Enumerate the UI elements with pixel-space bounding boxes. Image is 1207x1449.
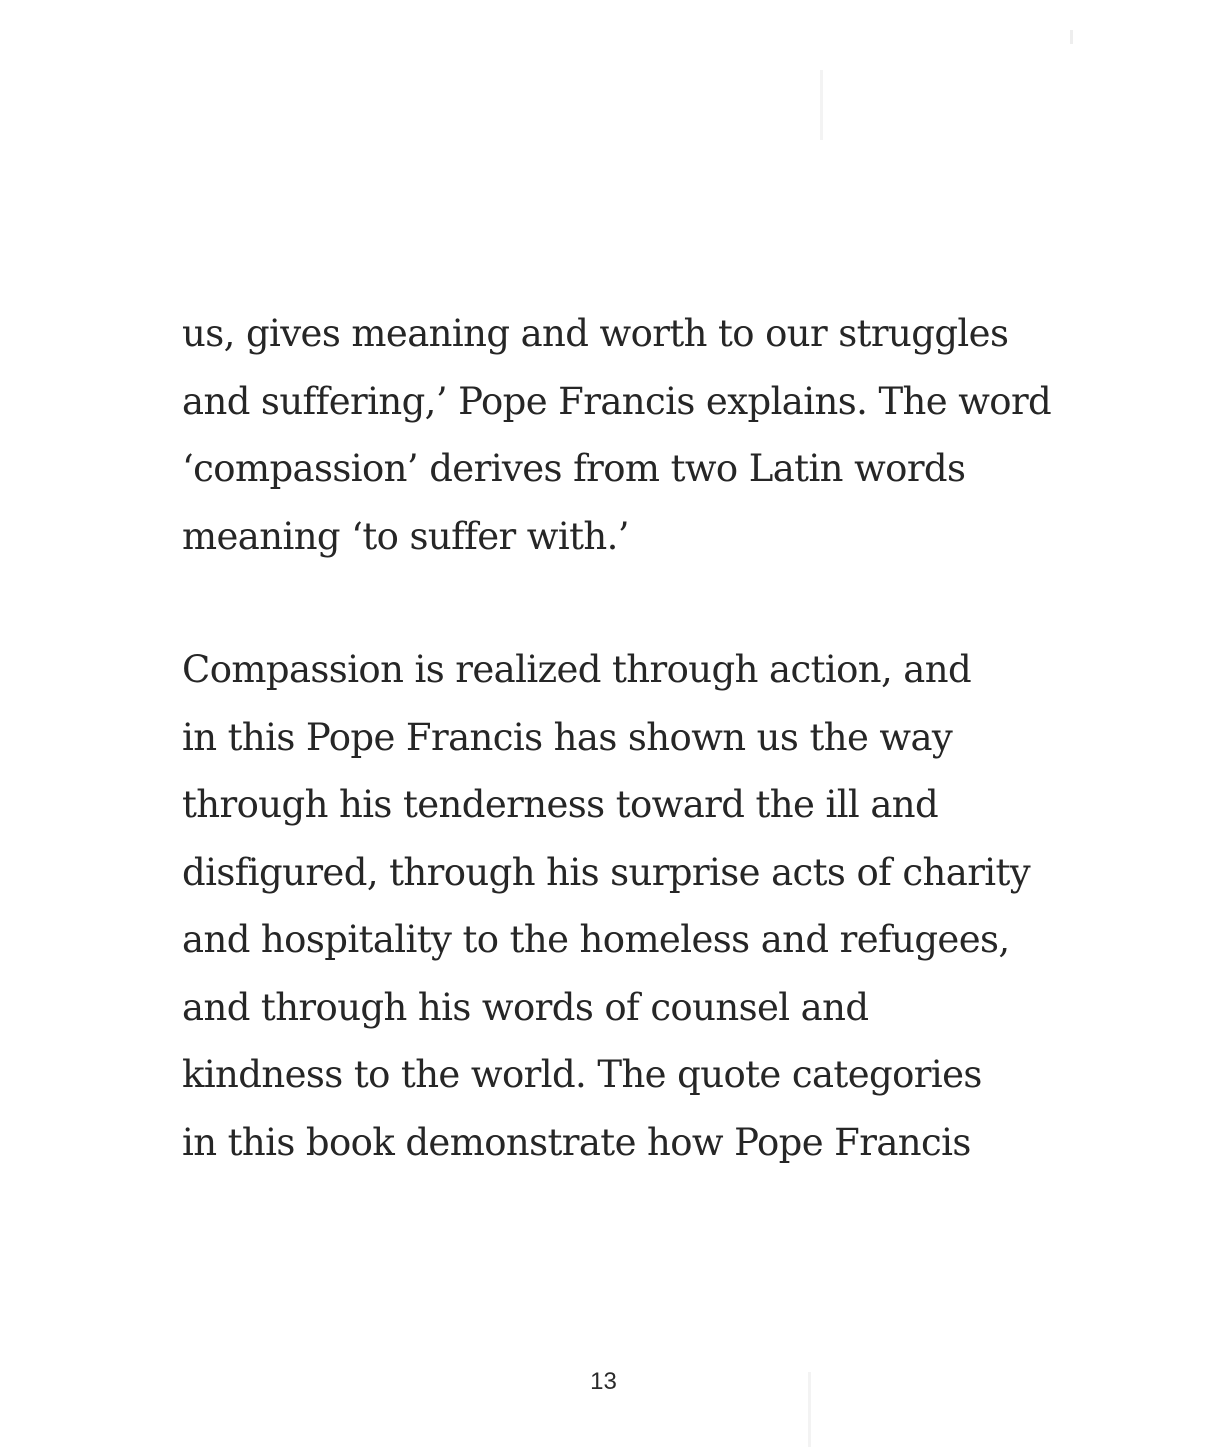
text-line: and suffering,’ Pope Francis explains. The word (182, 379, 1052, 423)
page-number: 13 (590, 1368, 617, 1395)
paragraph-1 (182, 300, 1062, 570)
text-line: ‘compassion’ derives from two Latin words (182, 447, 966, 490)
text-line: Compassion is realized through action, and (182, 648, 972, 691)
text-line: meaning ‘to suffer with.’ (182, 514, 629, 558)
text-line: through his tenderness toward the ill and (182, 783, 939, 826)
text-line: and hospitality to the homeless and refugees, (182, 918, 1010, 961)
text-line: and through his words of counsel and (182, 985, 869, 1029)
text-line: in this Pope Francis has shown us the way (182, 715, 953, 759)
text-line: in this book demonstrate how Pope Francis (182, 1120, 971, 1164)
scan-artifact (820, 70, 823, 140)
scan-artifact (1070, 30, 1073, 44)
text-line: kindness to the world. The quote categories (182, 1053, 982, 1096)
paragraph-2 (182, 636, 1062, 1176)
text-line: us, gives meaning and worth to our struggles (182, 312, 1009, 355)
text-line: disfigured, through his surprise acts of charity (182, 850, 1031, 894)
